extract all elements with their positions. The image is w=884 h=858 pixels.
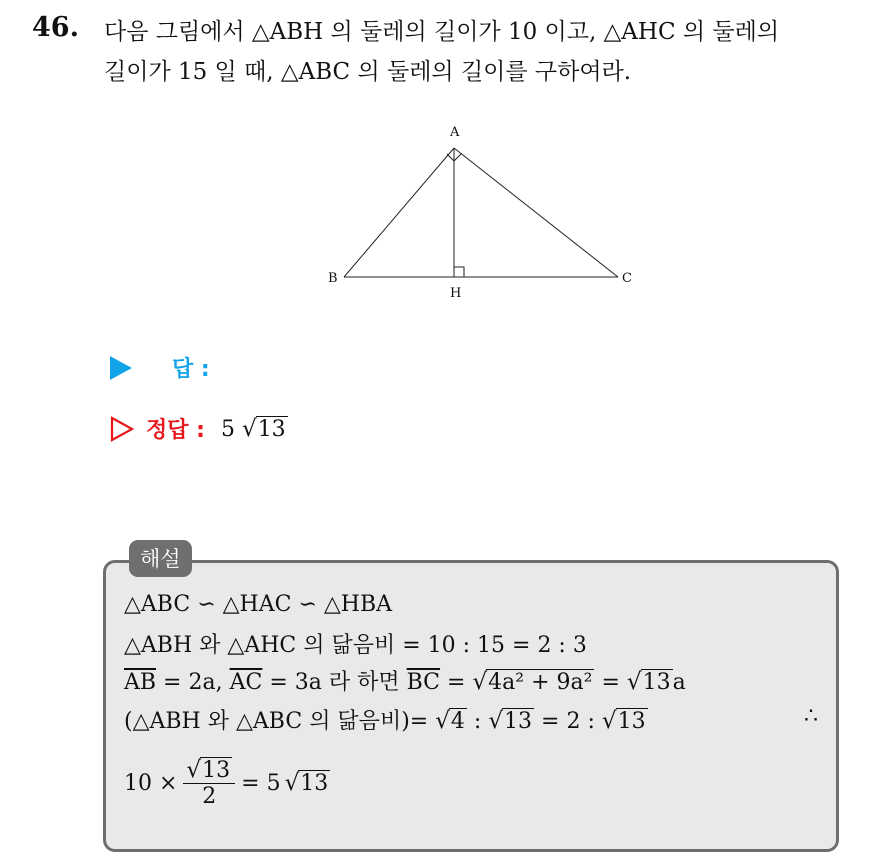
correct-answer-row <box>110 413 288 444</box>
triangle-figure <box>320 120 640 310</box>
outline-arrow-icon <box>110 416 134 442</box>
solution-line-5: 10 × $\frac{√13}{2}$ = 5 √13 <box>124 757 329 809</box>
label-b: B <box>328 271 338 286</box>
right-angle-h <box>454 267 464 277</box>
answer-label: 답 : <box>172 357 210 382</box>
correct-answer-label: 정답 : <box>146 418 205 443</box>
solution-line-4: (△ABH 와 △ABC 의 닮음비)= √4 : √13 = 2 : √13 ∴ <box>124 704 818 734</box>
answer-row <box>110 352 210 383</box>
question-line-1: 다음 그림에서 △ABH 의 둘레의 길이가 10 이고, △AHC 의 둘레의 <box>104 19 780 45</box>
solution-line-3: $\overline{AB} = 2a$, $\overline{AC} = 3a$ 라 하면 $\overline{BC} = √4a^2 + 9a^2 = √13a$ <box>124 669 686 695</box>
label-h: H <box>450 286 462 301</box>
solution-line-2: △ABH 와 △AHC 의 닮음비 = 10 : 15 = 2 : 3 <box>124 633 587 658</box>
label-a: A <box>450 125 460 140</box>
solution-line-1: △ABC ∽ △HAC ∽ △HBA <box>124 592 393 617</box>
question-number: 46. <box>32 12 79 43</box>
correct-answer-value: 5 √13 <box>220 415 286 442</box>
fraction: $\frac{√13}{2}$ <box>183 757 235 809</box>
label-c: C <box>622 271 632 286</box>
question-line-2: 길이가 15 일 때, △ABC 의 둘레의 길이를 구하여라. <box>104 59 632 85</box>
question-text <box>104 12 874 92</box>
side-ab <box>344 148 454 277</box>
side-ac <box>454 148 618 277</box>
therefore-symbol: ∴ <box>804 704 818 729</box>
solution-tab: 해설 <box>129 540 192 577</box>
play-arrow-icon <box>110 356 132 380</box>
